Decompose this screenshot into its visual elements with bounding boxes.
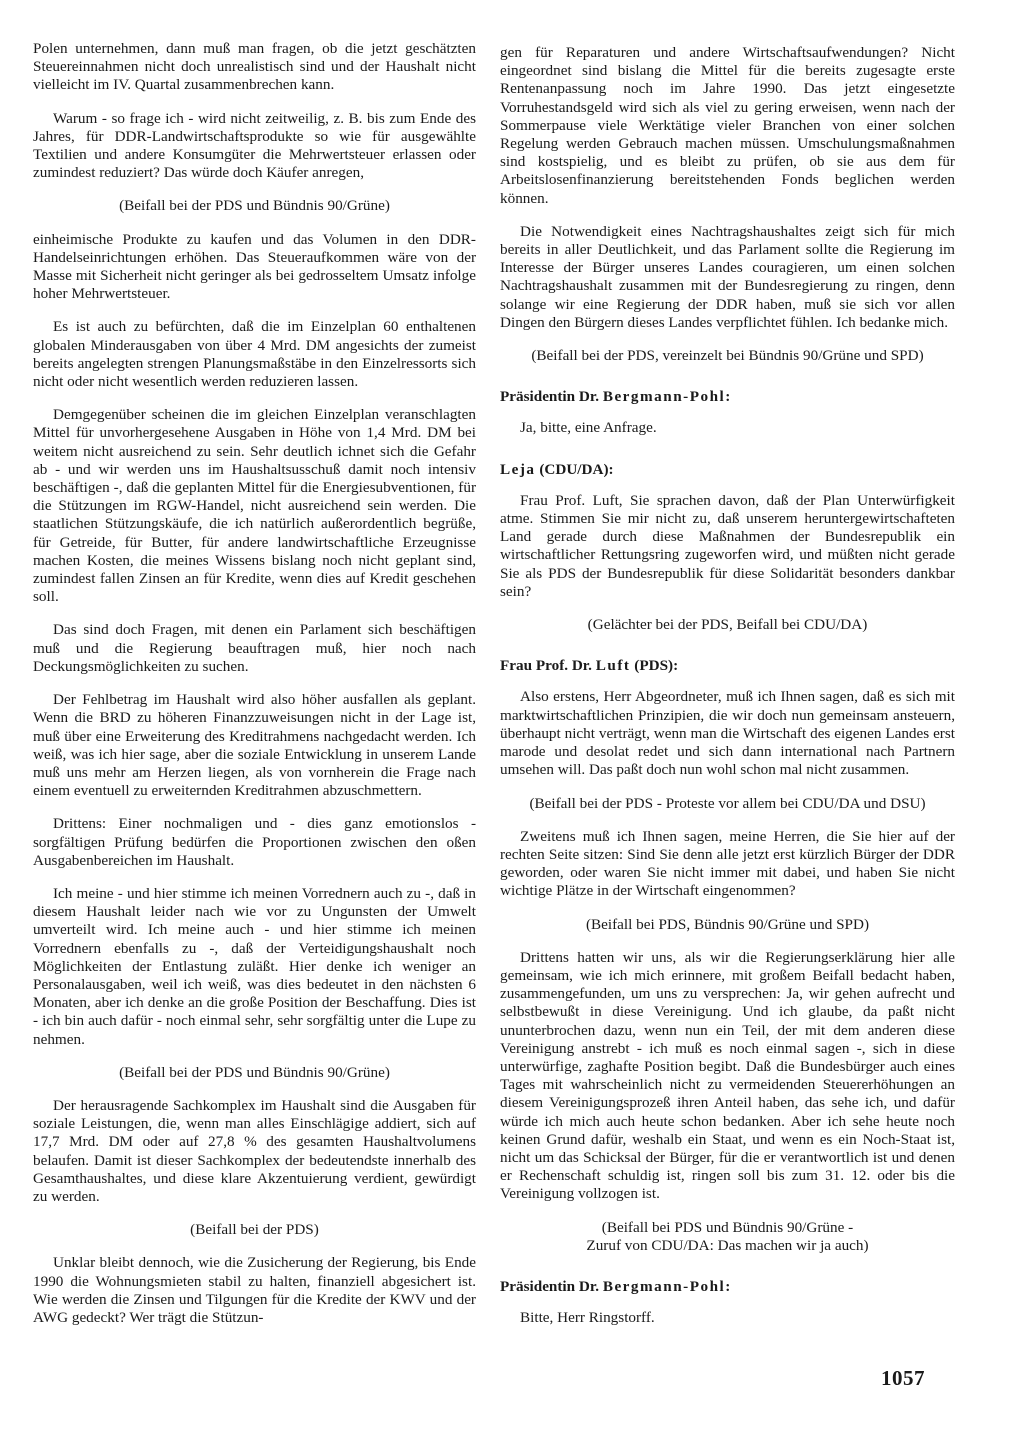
left-column (33, 40, 476, 1342)
speaker-name: Luft (595, 657, 631, 675)
speaker-heading (500, 388, 955, 406)
paragraph: Es ist auch zu befürchten, daß die im Einzelplan 60 enthaltenen globalen Minderausgaben von über 4 Mrd. DM angesichts der zumeist bereits angelegten strengen Planungsmaßstäbe in den Einzelressorts sich nicht oder nicht wesentlich werden reduzieren lassen. (33, 318, 476, 391)
speaker-prefix: Präsidentin Dr. (500, 388, 603, 406)
paragraph: Ich meine - und hier stimme ich meinen Vorrednern auch zu -, daß in diesem Haushalt leider nach wie vor zu Ungunsten der Umwelt umverteilt wird. Ich meine auch - und hier stimme ich meinen Vorrednern ebenfalls zu -, daß der Verteidigungshaushalt noch Möglichkeiten der Entlastung zuläßt. Hier denke ich weniger an Personalausgaben, weil ich weiß, was dies bedeutet in den nächsten 6 Monaten, aber ich denke an die große Position der Beschaffung. Dies ist - ich bin auch dafür - noch einmal sehr, sehr sorgfältig unter die Lupe zu nehmen. (33, 884, 476, 1048)
speaker-heading (500, 461, 955, 479)
paragraph: Warum - so frage ich - wird nicht zeitweilig, z. B. bis zum Ende des Jahres, für DDR-Landwirtschaftsprodukte so wie für ausgewählte Textilien und andere Konsumgüter die Mehrwertsteuer erlassen oder zumindest reduziert? Das würde doch Käufer anregen, (33, 109, 476, 182)
page-number: 1057 (881, 1366, 925, 1390)
speaker-name: Bergmann-Pohl (602, 388, 726, 406)
speaker-affiliation: (PDS): (630, 657, 679, 675)
speaker-name: Leja (500, 460, 536, 478)
paragraph: Unklar bleibt dennoch, wie die Zusicherung der Regierung, bis Ende 1990 die Wohnungsmieten stabil zu halten, finanziell abgesichert ist. Wie werden die Zinsen und Tilgungen für die Kredite der KWV und der AWG gedeckt? Wer trägt die Stützun- (33, 1254, 476, 1326)
interjection: (Gelächter bei der PDS, Beifall bei CDU/DA) (587, 616, 868, 634)
interjection-line: Zuruf von CDU/DA: Das machen wir ja auch) (586, 1236, 869, 1254)
paragraph: Frau Prof. Luft, Sie sprachen davon, daß der Plan Unterwürfigkeit atme. Stimmen Sie mir nicht zu, daß unserem heruntergewirtschafteten Land gerade durch diese Maßnahmen der Bundesrepublik ein wirtschaftlicher Rettungsring zugeworfen wird, und müßten nicht gerade Sie als PDS der Bundesrepublik für diese Solidarität besonders dankbar sein? (500, 491, 955, 600)
paragraph: Die Notwendigkeit eines Nachtragshaushaltes zeigt sich für mich bereits in aller Deutlichkeit, und das Parlament sollte die Regierung im Interesse der Bürger unseres Landes couragieren, um einen solchen Nachtragshaushalt zusammen mit der Bundesregierung zu ringen, denn solange wir eine Regierung der DDR haben, muß sie sich vor allen Dingen den Bürgern dieses Landes verpflichtet fühlen. Ich bedanke mich. (500, 222, 955, 331)
paragraph: Ja, bitte, eine Anfrage. (520, 419, 657, 437)
paragraph: einheimische Produkte zu kaufen und das Volumen in den DDR-Handelseinrichtungen erhöhen. Das Steueraufkommen wäre von der Masse mit Sicherheit nicht geringer als bei gedrosseltem Umsatz infolge hoher Mehrwertsteuer. (33, 230, 476, 303)
paragraph: Polen unternehmen, dann muß man fragen, ob die jetzt geschätzten Steuereinnahmen nicht doch unrealistisch sind und der Haushalt nicht vielleicht im IV. Quartal zusammenbrechen kann. (33, 40, 476, 94)
speaker-prefix: Präsidentin Dr. (500, 1277, 603, 1295)
paragraph: Also erstens, Herr Abgeordneter, muß ich Ihnen sagen, daß es sich mit marktwirtschaftlichen Prinzipien, die wir doch nun gemeinsam ansteuern, überhaupt nicht verträgt, wenn man die Wirtschaft des eigenen Landes erst marode und desolat redet und sich dann international nach Partnern umsehen will. Das paßt doch nun wohl schon mal nicht zusammen. (500, 688, 955, 779)
speaker-name: Bergmann-Pohl (602, 1277, 726, 1295)
speaker-affiliation: (CDU/DA): (535, 460, 614, 478)
interjection-line: (Beifall bei PDS und Bündnis 90/Grüne - (601, 1218, 854, 1236)
paragraph: Drittens hatten wir uns, als wir die Regierungserklärung hier alle gemeinsam, wie ich mich erinnere, mit großem Beifall bedacht haben, zusammengefunden, um uns zu versprechen: Ja, wir gehen aufrecht und selbstbewußt in diese Vereinigung. Und ich glaube, da paßt nicht ununterbrochen dazu, wenn nun ein Teil, der mit dem anderen diese Vereinigung anstrebt - ich muß es noch einmal sagen -, sich in diese unterwürfige, zaghafte Position begibt. Daß die Bundesbürger auch eines Tages mit wahrscheinlich nicht zu vermeidenden Steuererhöhungen an diesem Vereinigungsprozeß ihren Anteil haben, das sehe ich, und dafür würde ich mich auch heute schon bedanken. Aber ich sehe heute noch keinen Grund dafür, weshalb ein Staat, und wenn es ein Noch-Staat ist, nicht um das Schicksal der Bürger, für die er verantwortlich ist und denen er Rechenschaft schuldig ist, ringen soll bis zum 31. 12. oder bis die Vereinigung vollzogen ist. (500, 948, 955, 1203)
interjection: (Beifall bei der PDS - Proteste vor allem bei CDU/DA und DSU) (529, 794, 926, 812)
paragraph: Drittens: Einer nochmaligen und - dies ganz emotionslos - sorgfältigen Prüfung bedürfen die Proportionen zwischen den oßen Ausgabenbereichen im Haushalt. (33, 815, 476, 869)
paragraph: Der herausragende Sachkomplex im Haushalt sind die Ausgaben für soziale Leistungen, die, wenn man alles Einschlägige addiert, sich auf 17,7 Mrd. DM oder auf 27,8 % des gesamten Haushaltvolumens belaufen. Damit ist dieser Sachkomplex der bedeutendste innerhalb des Gesamthaushaltes, und diese klare Akzentuierung verdient, gewürdigt zu werden. (33, 1096, 476, 1205)
paragraph: Bitte, Herr Ringstorff. (520, 1309, 655, 1327)
speaker-heading (500, 1278, 955, 1296)
speaker-affiliation: : (725, 1277, 731, 1295)
interjection: (Beifall bei der PDS und Bündnis 90/Grüne) (119, 1063, 390, 1081)
interjection (500, 1219, 955, 1255)
paragraph: Demgegenüber scheinen die im gleichen Einzelplan veranschlagten Mittel für unvorhergesehene Ausgaben in Höhe von 1,4 Mrd. DM bei weitem nicht ausreichend zu sein. Sehr deutlich ichnet sich die Gefahr ab - und wir werden uns im Haushaltsusschuß damit noch intensiv beschäftigen -, daß die geplanten Mittel für die Energiesubventionen, für die Stützungen im RGW-Handel, nicht ausreichend sein werden. Die staatlichen Stützungskäufe, die ich natürlich außerordentlich begrüße, für Getreide, für Butter, für andere landwirtschaftliche Erzeugnisse machen Kosten, die meines Wissens bislang noch nicht geplant sind, zumindest fallen Zinsen an für Kredite, wenn dies auf Kredit geschehen soll. (33, 406, 476, 606)
interjection: (Beifall bei der PDS) (190, 1221, 319, 1239)
speaker-heading (500, 657, 955, 675)
speaker-prefix: Frau Prof. Dr. (500, 657, 596, 675)
paragraph: gen für Reparaturen und andere Wirtschaftsaufwendungen? Nicht eingeordnet sind bislang die Mittel für die bereits zugesagte erste Rentenanpassung noch im Jahre 1990. Das jetzt eingesetzte Vorruhestandsgeld wird sich als viel zu gering erweisen, wenn nach der Sommerpause viele Werktätige vieler Branchen von einer solchen Regelung werden Gebrauch machen müssen. Umschulungsmaßnahmen sind kostspielig, und es bleibt zu prüfen, ob sie aus dem für Arbeitslosenfinanzierung bereitstehenden Fonds beglichen werden können. (500, 44, 955, 207)
interjection: (Beifall bei PDS, Bündnis 90/Grüne und SPD) (585, 915, 870, 933)
interjection: (Beifall bei der PDS und Bündnis 90/Grüne) (119, 197, 390, 215)
right-column (500, 44, 955, 1342)
interjection: (Beifall bei der PDS, vereinzelt bei Bündnis 90/Grüne und SPD) (531, 347, 924, 365)
speaker-affiliation: : (725, 388, 731, 406)
paragraph: Zweitens muß ich Ihnen sagen, meine Herren, die Sie hier auf der rechten Seite sitzen: Sind Sie denn alle jetzt erst kürzlich Bürger der DDR geworden, oder waren Sie nicht immer mit dabei, und haben Sie nicht wichtige Plätze in der Wirtschaft eingenommen? (500, 827, 955, 900)
paragraph: Der Fehlbetrag im Haushalt wird also höher ausfallen als geplant. Wenn die BRD zu höheren Finanzzuweisungen nicht in der Lage ist, muß über eine Erweiterung des Kreditrahmens nachgedacht werden. Ich weiß, was ich hier sage, aber die soziale Entwicklung in unserem Lande muß uns mehr am Herzen liegen, als von vornherein die Frage nach einem eventuell zu erweiternden Kreditrahmen abzuschmettern. (33, 691, 476, 800)
paragraph: Das sind doch Fragen, mit denen ein Parlament sich beschäftigen muß und die Regierung beauftragen muß, hier noch nach Deckungsmöglichkeiten zu suchen. (33, 621, 476, 675)
